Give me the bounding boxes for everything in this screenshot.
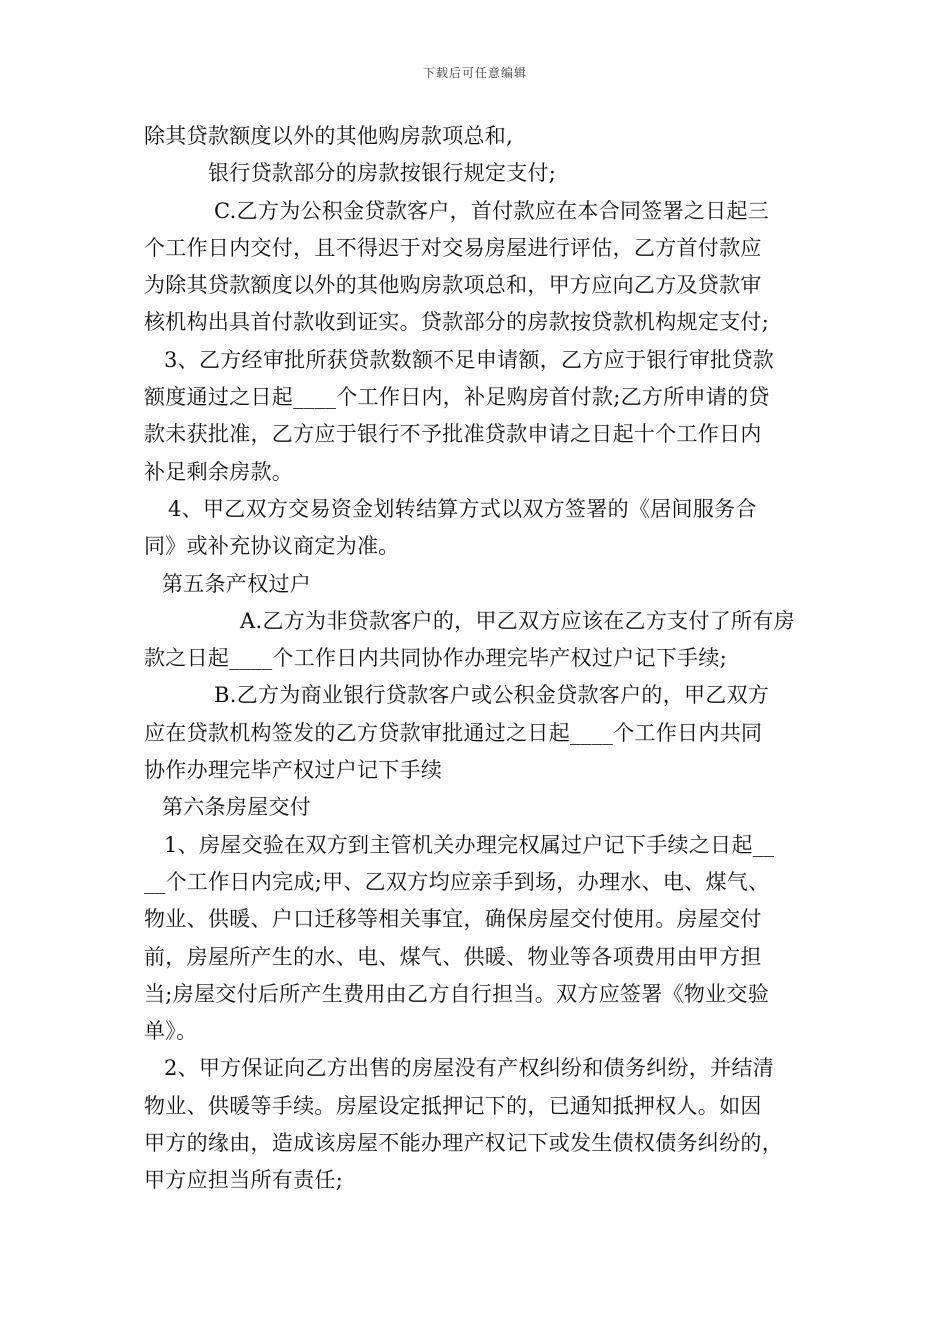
text-line: __个工作日内完成;甲、乙双方均应亲手到场，办理水、电、煤气、 — [144, 869, 770, 894]
text-line: 应在贷款机构签发的乙方贷款审批通过之日起____个工作日内共同 — [144, 720, 763, 745]
text-line: 补足剩余房款。 — [144, 459, 294, 484]
text-line: 甲方的缘由，造成该房屋不能办理产权记下或发生债权债务纠纷的， — [144, 1131, 783, 1156]
text-line: 款之日起____个工作日内共同协作办理完毕产权过户记下手续; — [144, 646, 728, 671]
text-line: 3、乙方经审批所获贷款数额不足申请额，乙方应于银行审批贷款 — [164, 347, 775, 372]
text-line: 物业、供暖、户口迁移等相关事宜，确保房屋交付使用。房屋交付 — [144, 907, 762, 932]
text-line: 除其贷款额度以外的其他购房款项总和, — [144, 124, 514, 148]
text-line: 4、甲乙双方交易资金划转结算方式以双方签署的《居间服务合 — [168, 496, 757, 521]
text-line: 2、甲方保证向乙方出售的房屋没有产权纠纷和债务纠纷，并结清 — [164, 1056, 775, 1081]
document-body — [144, 118, 812, 1200]
text-line: 款未获批准，乙方应于银行不予批准贷款申请之日起十个工作日内 — [144, 422, 762, 447]
text-line: 额度通过之日起____个工作日内，补足购房首付款;乙方所申请的贷 — [144, 385, 770, 410]
text-line: 核机构出具首付款收到证实。贷款部分的房款按贷款机构规定支付; — [144, 310, 770, 335]
text-line: A.乙方为非贷款客户的，甲乙双方应该在乙方支付了所有房 — [240, 608, 795, 633]
text-line: 甲方应担当所有责任; — [144, 1168, 344, 1193]
text-line: 1、房屋交验在双方到主管机关办理完权属过户记下手续之日起__ — [164, 832, 775, 857]
text-line: C.乙方为公积金贷款客户，首付款应在本合同签署之日起三 — [214, 198, 770, 223]
text-line: 物业、供暖等手续。房屋设定抵押记下的，已通知抵押权人。如因 — [144, 1093, 762, 1118]
text-line: 个工作日内交付，且不得迟于对交易房屋进行评估，乙方首付款应 — [144, 235, 762, 260]
text-line: 同》或补充协议商定为准。 — [144, 534, 400, 559]
text-line: B.乙方为商业银行贷款客户或公积金贷款客户的，甲乙双方 — [214, 683, 770, 708]
text-line: 第五条产权过户 — [162, 571, 312, 596]
text-line: 银行贷款部分的房款按银行规定支付; — [208, 161, 557, 186]
page-header: 下载后可任意编辑 — [422, 66, 527, 80]
text-line: 第六条房屋交付 — [162, 795, 312, 820]
text-line: 为除其贷款额度以外的其他购房款项总和，甲方应向乙方及贷款审 — [144, 273, 762, 298]
text-line: 协作办理完毕产权过户记下手续 — [144, 758, 443, 783]
text-line: 当;房屋交付后所产生费用由乙方自行担当。双方应签署《物业交验 — [144, 981, 770, 1006]
text-line: 单》。 — [144, 1019, 198, 1044]
text-line: 前，房屋所产生的水、电、煤气、供暖、物业等各项费用由甲方担 — [144, 944, 762, 969]
